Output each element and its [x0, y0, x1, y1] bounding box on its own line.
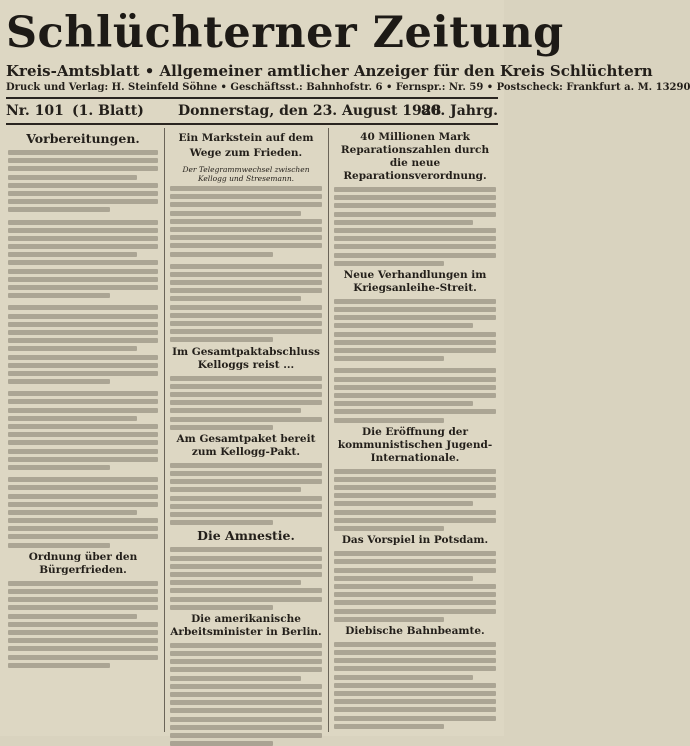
text-line	[170, 605, 273, 610]
middle-headline: Ein Markstein auf dem Wege zum Frieden.	[178, 132, 314, 159]
text-line	[334, 485, 496, 490]
text-line	[170, 588, 322, 593]
right-column	[334, 129, 496, 729]
text-line	[170, 741, 273, 746]
text-line	[334, 716, 496, 721]
text-line	[8, 457, 158, 462]
text-line	[170, 227, 322, 232]
text-line	[334, 323, 473, 328]
text-line	[334, 236, 496, 241]
text-line	[8, 408, 158, 413]
text-line	[8, 252, 137, 257]
text-line	[8, 150, 158, 155]
text-line	[170, 733, 322, 738]
text-line	[170, 219, 322, 224]
text-line	[8, 269, 158, 274]
text-line	[170, 479, 322, 484]
text-line	[8, 510, 137, 515]
text-line	[170, 676, 301, 681]
middle-subhead-2: Am Gesamtpaket bereit zum Kellogg-Pakt.	[176, 432, 316, 458]
text-line	[334, 377, 496, 382]
text-line	[334, 518, 496, 523]
text-line	[170, 463, 322, 468]
text-line	[170, 280, 322, 285]
text-line	[334, 477, 496, 482]
text-line	[8, 220, 158, 225]
text-line	[334, 315, 496, 320]
text-line	[170, 235, 322, 240]
text-line	[170, 408, 301, 413]
text-line	[334, 609, 496, 614]
right-subhead-1: Neue Verhandlungen im Kriegsanleihe-Streit.	[343, 268, 487, 294]
text-line	[170, 547, 322, 552]
text-line	[170, 376, 322, 381]
text-line	[334, 559, 496, 564]
text-line	[8, 663, 110, 668]
text-line	[334, 418, 444, 423]
text-line	[170, 487, 301, 492]
text-line	[334, 187, 496, 192]
text-line	[334, 510, 496, 515]
text-line	[334, 724, 444, 729]
text-line	[170, 667, 322, 672]
text-line	[8, 293, 110, 298]
text-line	[8, 191, 158, 196]
text-line	[334, 401, 473, 406]
text-line	[8, 477, 158, 482]
text-line	[334, 683, 496, 688]
text-line	[8, 526, 158, 531]
text-line	[170, 288, 322, 293]
text-line	[8, 338, 158, 343]
text-line	[8, 305, 158, 310]
text-line	[8, 285, 158, 290]
text-line	[170, 252, 273, 257]
text-line	[334, 348, 496, 353]
text-line	[8, 614, 137, 619]
text-line	[334, 393, 496, 398]
text-line	[170, 321, 322, 326]
text-line	[8, 638, 158, 643]
text-line	[170, 512, 322, 517]
text-line	[334, 253, 496, 258]
text-line	[170, 684, 322, 689]
text-line	[8, 166, 158, 171]
text-line	[334, 526, 444, 531]
text-line	[334, 261, 444, 266]
text-line	[170, 692, 322, 697]
text-line	[170, 194, 322, 199]
text-line	[8, 346, 137, 351]
text-line	[8, 622, 158, 627]
right-subhead-2: Die Eröffnung der kommunistischen Jugend-Internationale.	[337, 425, 493, 464]
text-line	[8, 597, 158, 602]
text-line	[8, 432, 158, 437]
right-subhead-4: Diebische Bahnbeamte.	[345, 624, 485, 637]
text-line	[170, 272, 322, 277]
text-line	[8, 416, 137, 421]
text-line	[8, 449, 158, 454]
middle-dek: Der Telegrammwechsel zwischen Kellogg und Stresemann.	[182, 165, 310, 183]
text-line	[8, 589, 158, 594]
text-line	[334, 332, 496, 337]
text-line	[334, 707, 496, 712]
issue-volume: 80. Jahrg.	[420, 103, 498, 119]
text-line	[334, 501, 473, 506]
text-line	[334, 244, 496, 249]
text-line	[334, 385, 496, 390]
text-line	[170, 471, 322, 476]
dateline	[6, 101, 498, 121]
issue-date: Donnerstag, den 23. August 1928	[178, 103, 442, 119]
middle-subhead-4: Die amerikanische Arbeitsminister in Berlin.	[170, 612, 322, 638]
text-line	[8, 277, 158, 282]
text-line	[8, 581, 158, 586]
text-line	[8, 485, 158, 490]
middle-subhead-1: Im Gesamtpaktabschluss Kelloggs reist ...	[172, 345, 320, 371]
text-line	[8, 244, 158, 249]
text-line	[334, 551, 496, 556]
paragraph-gap	[8, 216, 158, 220]
text-line	[8, 207, 110, 212]
text-line	[170, 296, 301, 301]
text-line	[334, 493, 496, 498]
text-line	[8, 534, 158, 539]
text-line	[170, 496, 322, 501]
text-line	[334, 699, 496, 704]
text-line	[170, 264, 322, 269]
text-line	[8, 655, 158, 660]
text-line	[8, 379, 110, 384]
text-line	[334, 650, 496, 655]
text-line	[8, 363, 158, 368]
text-line	[334, 340, 496, 345]
text-line	[334, 576, 473, 581]
text-line	[8, 543, 110, 548]
text-line	[334, 658, 496, 663]
left-headline: Vorbereitungen.	[26, 131, 140, 146]
text-line	[334, 691, 496, 696]
text-line	[170, 400, 322, 405]
left-second-headline: Ordnung über den Bürgerfrieden.	[28, 550, 138, 576]
text-line	[8, 605, 158, 610]
masthead-subtitle: Kreis-Amtsblatt • Allgemeiner amtlicher Anzeiger für den Kreis Schlüchtern	[6, 62, 653, 80]
text-line	[8, 518, 158, 523]
text-line	[170, 659, 322, 664]
text-line	[334, 600, 496, 605]
text-line	[334, 584, 496, 589]
text-line	[170, 708, 322, 713]
text-line	[334, 228, 496, 233]
text-line	[170, 520, 273, 525]
text-line	[170, 556, 322, 561]
masthead-title: Schlüchterner Zeitung	[6, 8, 564, 58]
right-headline: 40 Millionen Mark Reparationszahlen durch die neue Reparationsverordnung.	[340, 131, 490, 182]
text-line	[170, 580, 301, 585]
text-line	[170, 597, 322, 602]
text-line	[334, 368, 496, 373]
text-line	[170, 384, 322, 389]
text-line	[8, 175, 137, 180]
text-line	[8, 371, 158, 376]
text-line	[170, 313, 322, 318]
text-line	[334, 409, 496, 414]
text-line	[170, 305, 322, 310]
text-line	[8, 399, 158, 404]
text-line	[8, 314, 158, 319]
dateline-rule	[6, 123, 498, 125]
text-line	[8, 322, 158, 327]
column-divider	[164, 128, 165, 732]
text-line	[334, 220, 473, 225]
text-line	[170, 202, 322, 207]
text-line	[334, 666, 496, 671]
text-line	[8, 183, 158, 188]
text-line	[334, 469, 496, 474]
text-line	[8, 330, 158, 335]
text-line	[170, 186, 322, 191]
text-line	[334, 299, 496, 304]
text-line	[334, 642, 496, 647]
text-line	[8, 199, 158, 204]
text-line	[170, 717, 322, 722]
text-line	[8, 228, 158, 233]
text-line	[334, 617, 444, 622]
text-line	[170, 417, 322, 422]
text-line	[170, 329, 322, 334]
right-subhead-3: Das Vorspiel in Potsdam.	[341, 534, 489, 547]
text-line	[8, 158, 158, 163]
text-line	[170, 564, 322, 569]
text-line	[8, 646, 158, 651]
text-line	[170, 572, 322, 577]
issue-number: Nr. 101	[6, 103, 64, 119]
text-line	[334, 675, 473, 680]
text-line	[334, 212, 496, 217]
text-line	[334, 307, 496, 312]
text-line	[8, 440, 158, 445]
text-line	[170, 700, 322, 705]
text-line	[8, 355, 158, 360]
column-divider	[328, 128, 329, 732]
text-line	[170, 651, 322, 656]
text-line	[334, 592, 496, 597]
text-line	[8, 391, 158, 396]
text-line	[170, 243, 322, 248]
text-line	[8, 630, 158, 635]
text-line	[8, 502, 158, 507]
text-line	[170, 643, 322, 648]
text-line	[334, 356, 444, 361]
text-line	[170, 392, 322, 397]
left-column	[8, 129, 158, 729]
text-line	[170, 725, 322, 730]
text-line	[334, 203, 496, 208]
text-line	[8, 494, 158, 499]
printer-line: Druck und Verlag: H. Steinfeld Söhne • Geschäftsst.: Bahnhofstr. 6 • Fernspr.: Nr. 59 • Postscheck: Frankfurt a. M. 13290	[6, 82, 690, 93]
middle-column	[170, 129, 322, 729]
issue-sheet: (1. Blatt)	[72, 103, 144, 119]
text-line	[170, 504, 322, 509]
text-line	[170, 211, 301, 216]
middle-subhead-3: Die Amnestie.	[197, 528, 295, 544]
text-line	[8, 236, 158, 241]
top-rule	[6, 97, 498, 99]
text-line	[8, 260, 158, 265]
text-line	[334, 195, 496, 200]
text-line	[8, 424, 158, 429]
text-line	[8, 465, 110, 470]
text-line	[170, 425, 273, 430]
text-line	[334, 568, 496, 573]
text-line	[170, 337, 273, 342]
